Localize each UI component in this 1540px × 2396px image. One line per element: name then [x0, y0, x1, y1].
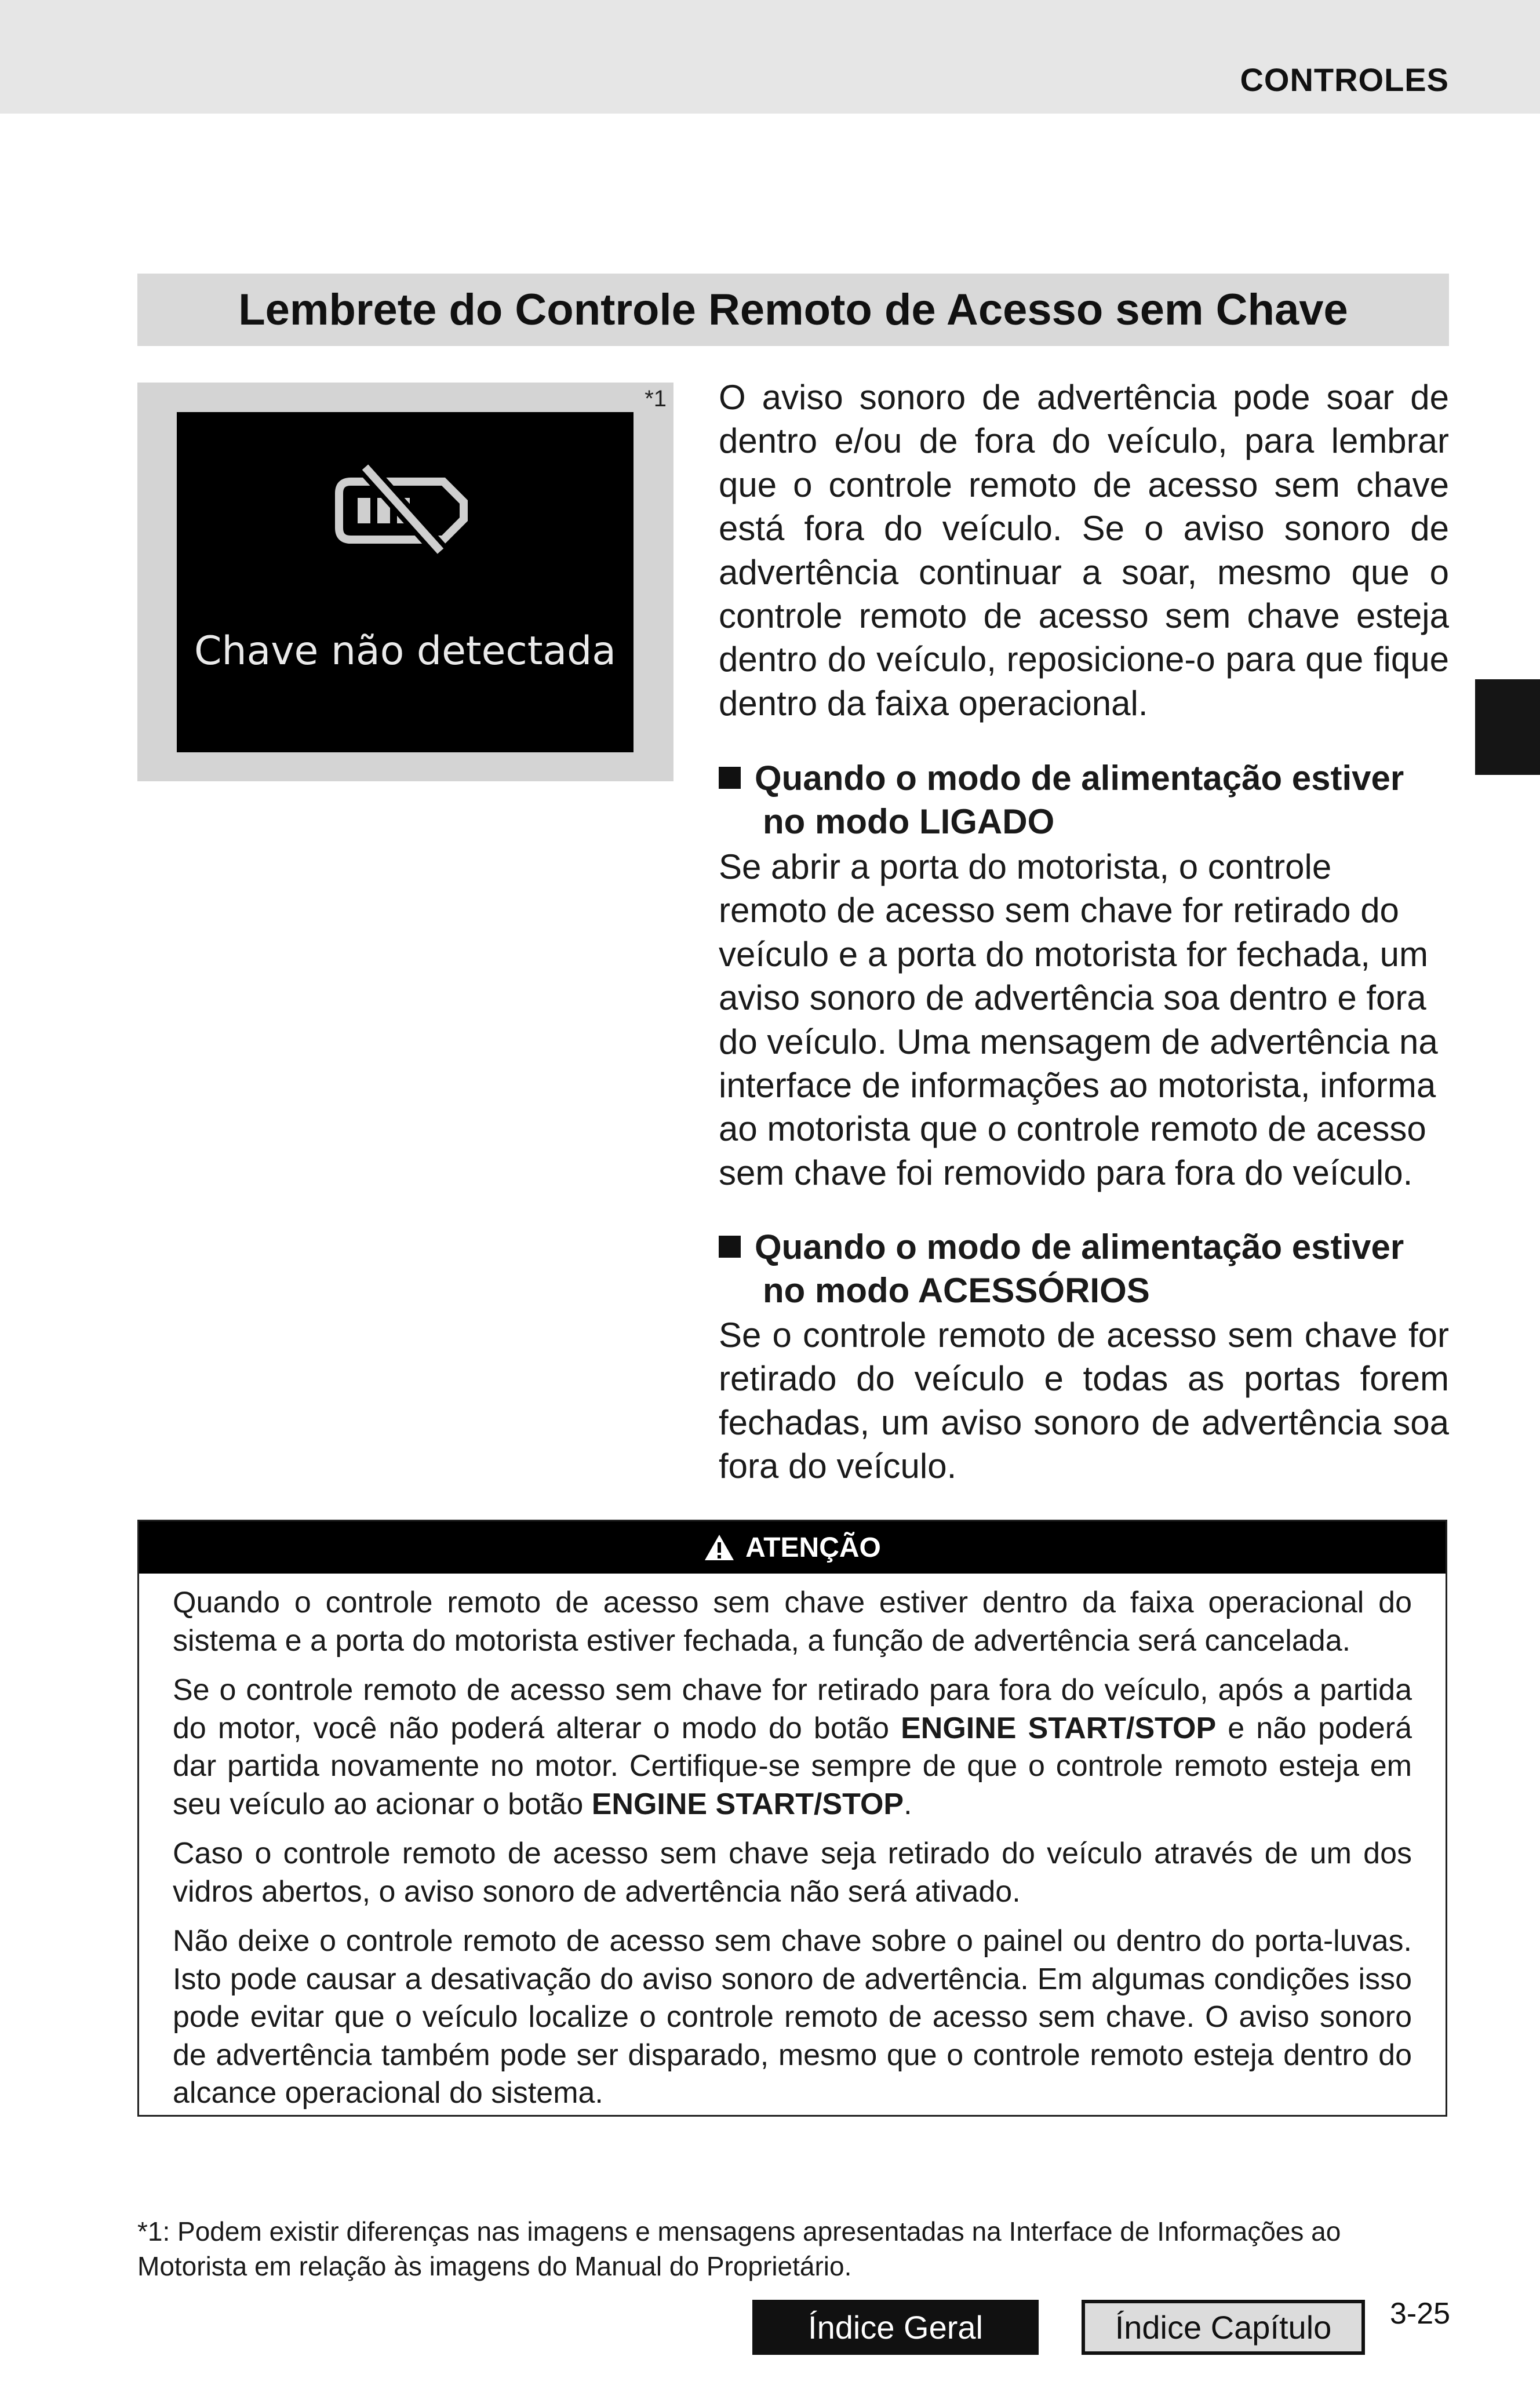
info-display-screen: [177, 412, 634, 752]
button-name: ENGINE START/STOP: [591, 1787, 904, 1821]
heading-line: no modo LIGADO: [763, 802, 1055, 841]
page-number: 3-25: [1390, 2297, 1451, 2331]
heading-line: Quando o modo de alimentação estiver: [755, 1228, 1404, 1266]
chapter-index-button[interactable]: Índice Capítulo: [1082, 2300, 1365, 2355]
button-name: ENGINE START/STOP: [901, 1711, 1217, 1745]
heading-line: Quando o modo de alimentação estiver: [755, 759, 1404, 798]
warning-paragraph: Caso o controle remoto de acesso sem chave seja retirado do veículo através de um dos vidros abertos, o aviso sonoro de advertência não será ativado.: [173, 1837, 1412, 1909]
heading-line: no modo ACESSÓRIOS: [763, 1271, 1150, 1310]
section-body-acessorios: Se o controle remoto de acesso sem chave for retirado do veículo e todas as portas forem fechadas, um aviso sonoro de advertência soa fora do veículo.: [719, 1316, 1449, 1486]
screen-message: Chave não detectada: [194, 628, 616, 674]
key-not-detected-icon: [333, 458, 478, 557]
warning-icon: [704, 1534, 735, 1561]
text: .: [904, 1787, 912, 1821]
warning-paragraph: [173, 1672, 1412, 1823]
bullet-square: [719, 767, 741, 789]
text: e não poderá dar partida novamente no motor. Certifique-se sempre de que o controle remoto esteja em seu veículo ao acionar o botão: [173, 1711, 1412, 1821]
page-title: Lembrete do Controle Remoto de Acesso sem Chave: [238, 285, 1348, 334]
intro-paragraph: O aviso sonoro de advertência pode soar de dentro e/ou de fora do veículo, para lembrar que o controle remoto de acesso sem chave está fora do veículo. Se o aviso sonoro de advertência continuar a soar, mesmo que o controle remoto de acesso sem chave esteja dentro do veículo, reposicione-o para que fique dentro da faixa operacional.: [719, 378, 1449, 723]
warning-header: [139, 1521, 1446, 1574]
section-label: CONTROLES: [1240, 61, 1449, 98]
text: Se o controle remoto de acesso sem chave for retirado para fora do veículo, após a partida do motor, você não poderá alterar o modo do botão: [173, 1673, 1412, 1745]
warning-title: ATENÇÃO: [745, 1532, 881, 1563]
bullet-square: [719, 1236, 741, 1258]
warning-paragraph: Não deixe o controle remoto de acesso sem chave sobre o painel ou dentro do porta-luvas. Isto pode causar a desativação do aviso sonoro de advertência. Em algumas condições isso pode evitar que o veículo localize o controle remoto de acesso sem chave. O aviso sonoro de advertência também pode ser disparado, mesmo que o controle remoto esteja dentro do alcance operacional do sistema.: [173, 1924, 1412, 2110]
title-bar: [137, 274, 1449, 346]
section-body-ligado: Se abrir a porta do motorista, o controle remoto de acesso sem chave for retirado do veículo e a porta do motorista for fechada, um aviso sonoro de advertência soa dentro e fora do veículo. Uma mensagem de advertência na interface de informações ao motorista, informa ao motorista que o controle remoto de acesso sem chave foi removido para fora do veículo.: [719, 847, 1438, 1192]
footnote: *1: Podem existir diferenças nas imagens e mensagens apresentadas na Interface de Informações ao Motorista em relação às imagens do Manual do Proprietário.: [137, 2216, 1341, 2281]
figure: [137, 383, 673, 781]
figure-note: *1: [645, 386, 667, 412]
chapter-tab: [1475, 679, 1540, 775]
section-heading-ligado: [719, 756, 1449, 843]
warning-box: [137, 1520, 1447, 2117]
section-heading-acessorios: [719, 1225, 1449, 1312]
general-index-button[interactable]: Índice Geral: [752, 2300, 1039, 2355]
warning-paragraph: Quando o controle remoto de acesso sem chave estiver dentro da faixa operacional do sistema e a porta do motorista estiver fechada, a função de advertência será cancelada.: [173, 1586, 1412, 1658]
